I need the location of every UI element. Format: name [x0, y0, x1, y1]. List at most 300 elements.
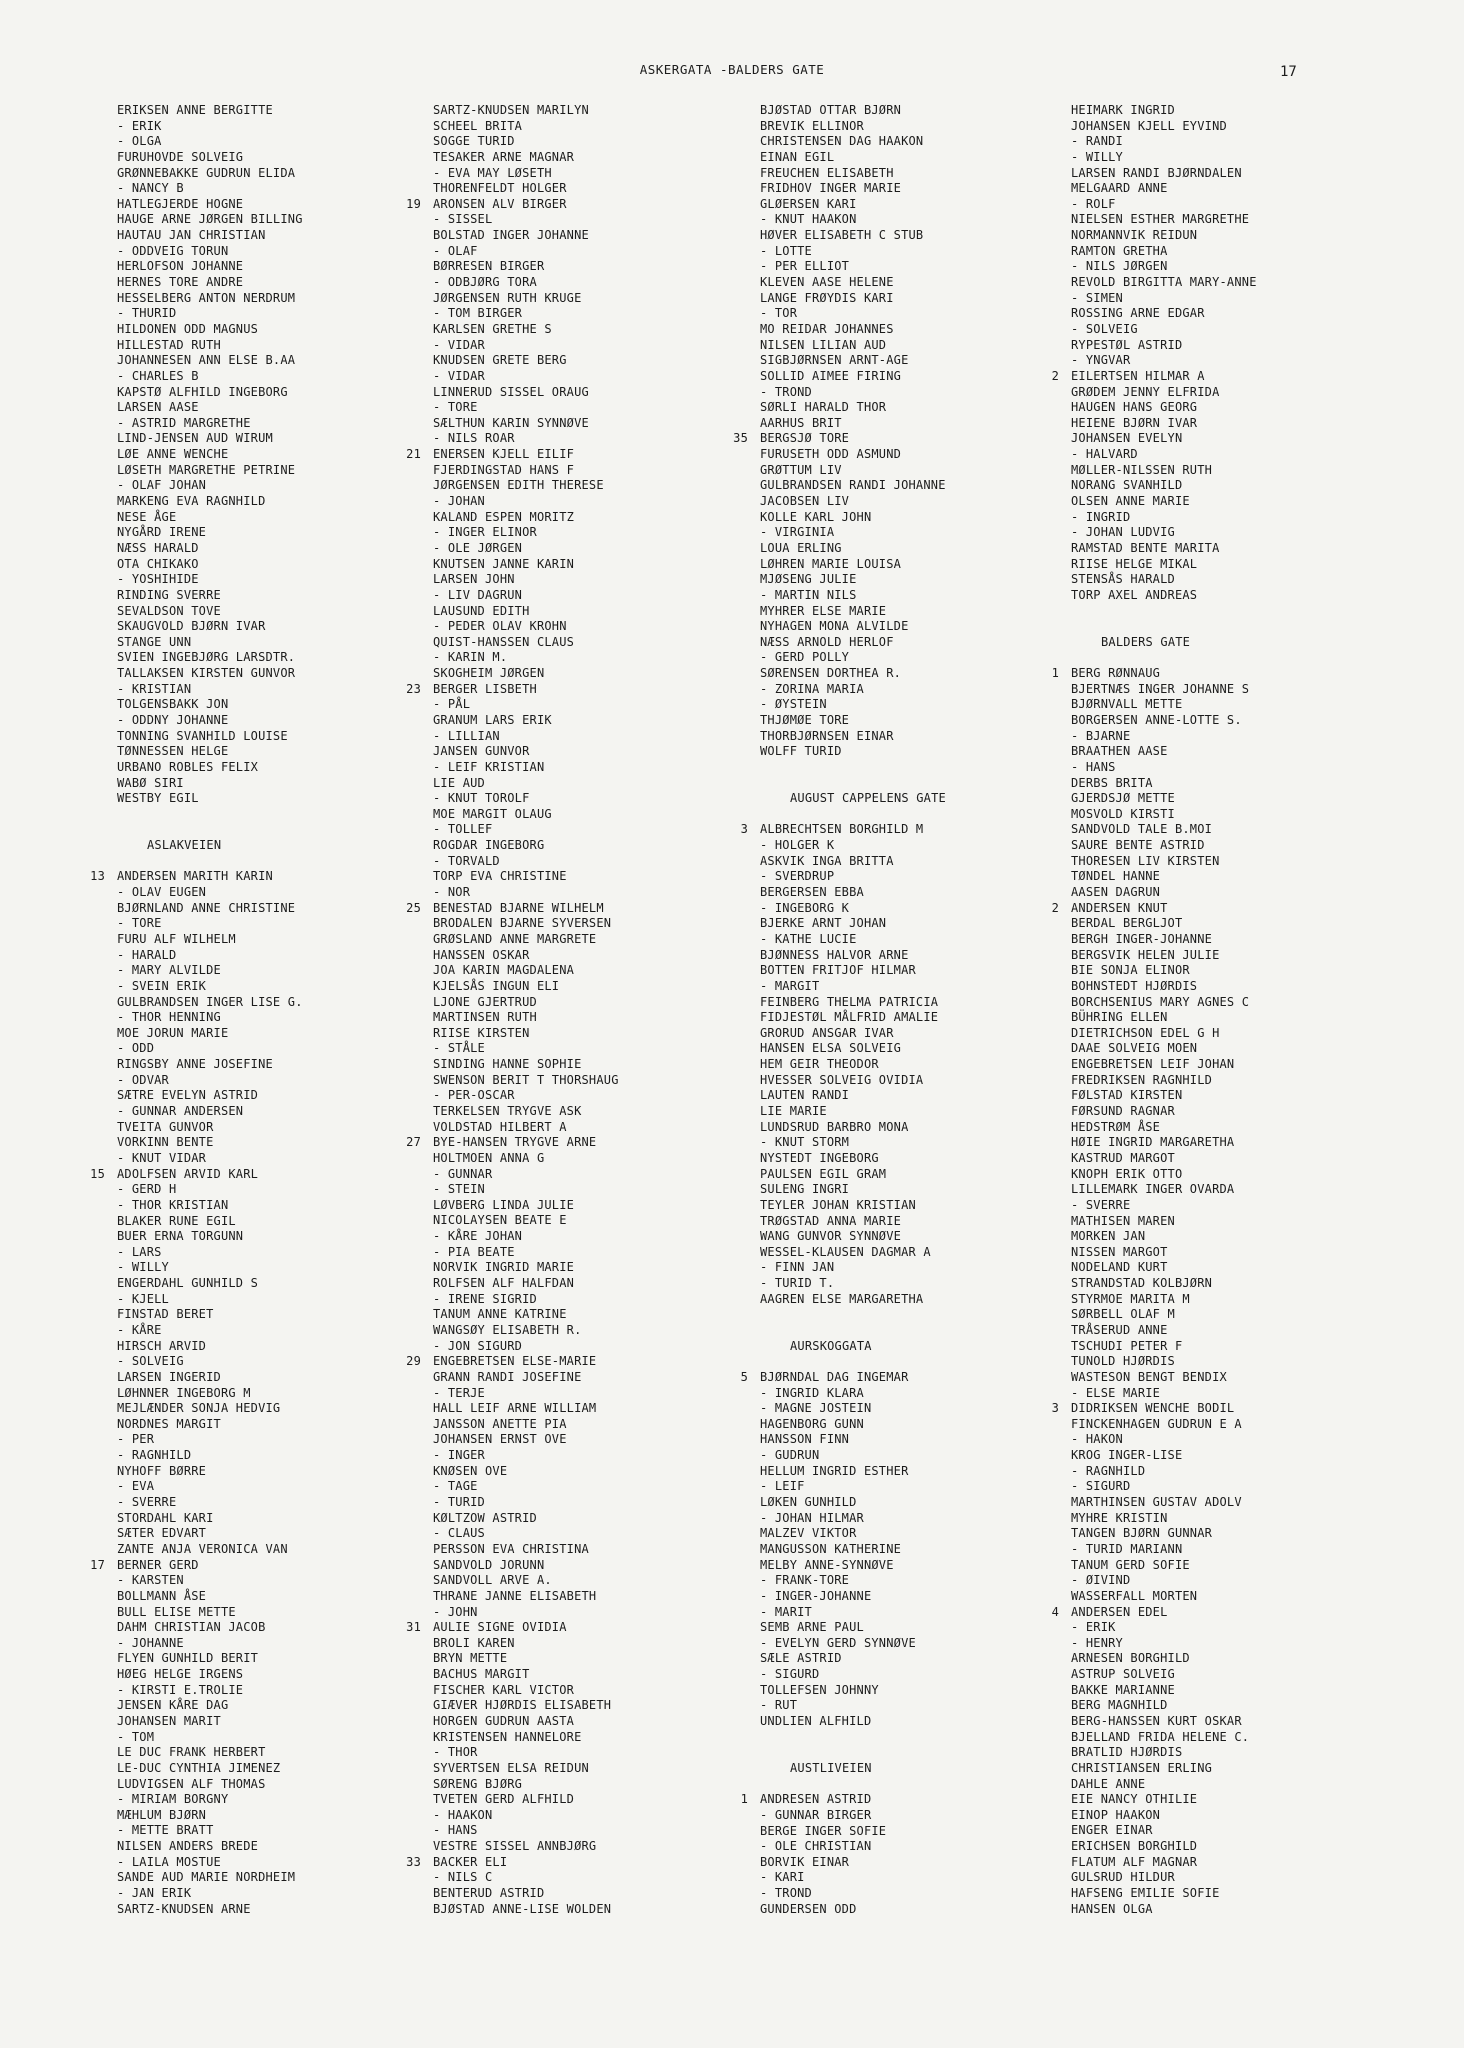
house-number: 29 [406, 1354, 421, 1369]
resident-entry [1071, 1307, 1406, 1323]
resident-name: TERKELSEN TRYGVE ASK [433, 1104, 582, 1118]
resident-entry [433, 1073, 768, 1089]
resident-entry [433, 979, 768, 995]
resident-entry [433, 134, 768, 150]
resident-entry [760, 212, 1095, 228]
resident-entry [1071, 478, 1406, 494]
resident-name: HATLEGJERDE HOGNE [117, 196, 244, 211]
resident-name: LARSEN INGERID [117, 1369, 221, 1384]
resident-name: - JOHAN HILMAR [760, 1510, 864, 1525]
resident-entry [433, 1057, 768, 1073]
resident-entry [760, 1902, 1095, 1918]
resident-entry [117, 1479, 452, 1495]
resident-entry [760, 854, 1095, 870]
resident-name: - RUT [760, 1698, 798, 1713]
resident-entry [1071, 1698, 1406, 1714]
resident-name: BOLSTAD INGER JOHANNE [433, 228, 589, 243]
resident-entry [1071, 1354, 1406, 1370]
resident-name: - RAGNHILD [117, 1448, 192, 1463]
resident-name: QUIST-HANSSEN CLAUS [433, 634, 575, 649]
resident-name: KOLLE KARL JOHN [760, 509, 872, 524]
resident-name: BRATLID HJØRDIS [1071, 1745, 1183, 1760]
house-number: 15 [90, 1166, 105, 1181]
resident-entry [760, 838, 1095, 854]
resident-entry [760, 228, 1095, 244]
directory-column-2 [406, 103, 768, 1917]
resident-name: VORKINN BENTE [117, 1135, 214, 1150]
resident-entry [760, 1041, 1095, 1057]
resident-name: SKOGHEIM JØRGEN [433, 666, 545, 681]
resident-entry [760, 103, 1095, 119]
resident-name: BLAKER RUNE EGIL [117, 1213, 236, 1228]
resident-entry [117, 885, 452, 901]
resident-entry [760, 572, 1095, 588]
resident-name: HØEG HELGE IRGENS [117, 1667, 244, 1682]
resident-entry [117, 1808, 452, 1824]
resident-name: SANDVOLD JORUNN [433, 1557, 545, 1572]
resident-name: THJØMØE TORE [760, 712, 850, 727]
resident-entry [760, 635, 1095, 651]
resident-entry [760, 197, 1095, 213]
resident-entry [760, 353, 1095, 369]
resident-name: HELLUM INGRID ESTHER [760, 1463, 909, 1478]
resident-entry [433, 119, 768, 135]
house-number: 27 [406, 1135, 421, 1150]
resident-entry [1071, 541, 1406, 557]
resident-entry [1071, 1057, 1406, 1073]
resident-name: - THOR KRISTIAN [117, 1197, 229, 1212]
resident-entry [117, 572, 452, 588]
resident-entry [433, 322, 768, 338]
resident-name: BÜHRING ELLEN [1071, 1010, 1168, 1025]
resident-entry [1071, 1542, 1406, 1558]
resident-entry [1051, 368, 1406, 385]
resident-name: JOHANNESEN ANN ELSE B.AA [117, 353, 296, 368]
resident-name: DERBS BRITA [1071, 775, 1153, 790]
resident-name: STANGE UNN [117, 634, 192, 649]
resident-name: BJØNNESS HALVOR ARNE [760, 947, 909, 962]
resident-name: - INGER ELINOR [433, 525, 537, 540]
resident-name: - TOM BIRGER [433, 306, 523, 321]
resident-name: - HAKON [1071, 1432, 1123, 1447]
resident-name: BYE-HANSEN TRYGVE ARNE [433, 1135, 597, 1150]
resident-name: - ODDNY JOHANNE [117, 712, 229, 727]
resident-entry [1071, 212, 1406, 228]
resident-name: MATHISEN MAREN [1071, 1213, 1175, 1228]
resident-name: - WILLY [117, 1260, 169, 1275]
resident-name: - NILS ROAR [433, 431, 515, 446]
resident-entry [117, 1245, 452, 1261]
resident-entry [406, 900, 768, 917]
resident-name: GRØSLAND ANNE MARGRETE [433, 931, 597, 946]
resident-entry [406, 447, 768, 463]
resident-name: LØE ANNE WENCHE [117, 447, 229, 462]
resident-name: AARHUS BRIT [760, 415, 842, 430]
resident-entry [433, 1104, 768, 1120]
resident-name: - KARSTEN [117, 1573, 184, 1588]
resident-entry [433, 1558, 768, 1574]
resident-name: BORVIK EINAR [760, 1854, 850, 1869]
resident-name: JOHANSEN ERNST OVE [433, 1432, 567, 1447]
resident-entry [760, 1432, 1095, 1448]
resident-name: ARONSEN ALV BIRGER [433, 196, 567, 211]
resident-name: - INGER-JOHANNE [760, 1588, 872, 1603]
resident-entry [433, 510, 768, 526]
resident-name: DIDRIKSEN WENCHE BODIL [1071, 1401, 1235, 1416]
resident-name: - MARY ALVILDE [117, 963, 221, 978]
resident-name: PERSSON EVA CHRISTINA [433, 1541, 589, 1556]
resident-name: SÆTRE EVELYN ASTRID [117, 1088, 259, 1103]
resident-entry [117, 650, 452, 666]
resident-entry [433, 1213, 768, 1229]
resident-name: HORGEN GUDRUN AASTA [433, 1713, 575, 1728]
resident-name: HEM GEIR THEODOR [760, 1057, 879, 1072]
resident-entry [433, 995, 768, 1011]
resident-entry [117, 1495, 452, 1511]
resident-name: - ROLF [1071, 196, 1116, 211]
house-number: 2 [1051, 368, 1059, 383]
resident-name: MEJLÆNDER SONJA HEDVIG [117, 1401, 281, 1416]
directory-column-4 [1051, 103, 1406, 1917]
resident-name: - INGEBORG K [760, 900, 850, 915]
resident-name: BERGERSEN EBBA [760, 885, 864, 900]
resident-entry [1071, 869, 1406, 885]
resident-name: BJØSTAD ANNE-LISE WOLDEN [433, 1901, 612, 1916]
resident-name: HEDSTRØM ÅSE [1071, 1119, 1161, 1134]
resident-name: - KATHE LUCIE [760, 931, 857, 946]
resident-entry [433, 244, 768, 260]
resident-name: NORMANNVIK REIDUN [1071, 228, 1198, 243]
resident-name: DAHLE ANNE [1071, 1776, 1146, 1791]
resident-name: BACKER ELI [433, 1854, 508, 1869]
resident-entry [117, 1464, 452, 1480]
resident-name: - KIRSTI E.TROLIE [117, 1682, 244, 1697]
resident-name: TOLLEFSEN JOHNNY [760, 1682, 879, 1697]
resident-name: - JOHANNE [117, 1635, 184, 1650]
resident-entry [117, 1104, 452, 1120]
resident-entry [433, 1495, 768, 1511]
resident-name: - SIGURD [760, 1667, 820, 1682]
resident-entry [433, 228, 768, 244]
resident-name: BERGSVIK HELEN JULIE [1071, 947, 1220, 962]
resident-name: - SVERRE [117, 1495, 177, 1510]
resident-name: ERICHSEN BORGHILD [1071, 1839, 1198, 1854]
resident-name: LØSETH MARGRETHE PETRINE [117, 462, 296, 477]
resident-entry [760, 604, 1095, 620]
resident-entry [1071, 1479, 1406, 1495]
resident-name: STYRMOE MARITA M [1071, 1291, 1190, 1306]
resident-name: - HOLGER K [760, 838, 835, 853]
spacer [1071, 650, 1406, 666]
resident-entry [117, 1605, 452, 1621]
resident-name: LIE AUD [433, 775, 485, 790]
resident-entry [433, 776, 768, 792]
resident-name: - PEDER OLAV KROHN [433, 619, 567, 634]
street-heading: BALDERS GATE [1101, 634, 1191, 649]
resident-name: - PER-OSCAR [433, 1088, 515, 1103]
resident-entry [1071, 1010, 1406, 1026]
resident-entry [433, 1808, 768, 1824]
resident-name: GRANUM LARS ERIK [433, 712, 552, 727]
resident-entry [433, 635, 768, 651]
resident-name: MÆHLUM BJØRN [117, 1807, 207, 1822]
resident-entry [1071, 1464, 1406, 1480]
resident-name: JOHANSEN MARIT [117, 1714, 221, 1728]
resident-entry [117, 1151, 452, 1167]
resident-entry [433, 1777, 768, 1793]
resident-entry [760, 416, 1095, 432]
resident-name: KØLTZOW ASTRID [433, 1510, 537, 1525]
resident-name: HESSELBERG ANTON NERDRUM [117, 290, 296, 305]
resident-name: LARSEN AASE [117, 400, 199, 415]
resident-name: TØNDEL HANNE [1071, 869, 1161, 884]
resident-entry [433, 150, 768, 166]
resident-name: - JON SIGURD [433, 1338, 523, 1353]
resident-name: NÆSS ARNOLD HERLOF [760, 634, 894, 649]
resident-name: - THOR [433, 1745, 478, 1760]
resident-name: - NOR [433, 885, 471, 900]
resident-entry [760, 447, 1095, 463]
resident-name: GULBRANDSEN RANDI JOHANNE [760, 478, 946, 493]
resident-entry [1071, 447, 1406, 463]
resident-name: - YNGVAR [1071, 353, 1131, 368]
resident-entry [1071, 1323, 1406, 1339]
resident-entry [117, 666, 452, 682]
resident-entry [433, 1589, 768, 1605]
resident-entry [1071, 838, 1406, 854]
resident-name: SWENSON BERIT T THORSHAUG [433, 1072, 619, 1087]
resident-name: HVESSER SOLVEIG OVIDIA [760, 1072, 924, 1087]
resident-entry [433, 525, 768, 541]
resident-name: JANSEN GUNVOR [433, 744, 530, 759]
resident-name: FEINBERG THELMA PATRICIA [760, 994, 939, 1009]
resident-name: - KÅRE [117, 1322, 162, 1337]
resident-entry [760, 1464, 1095, 1480]
resident-entry [1071, 1511, 1406, 1527]
resident-entry [1071, 1558, 1406, 1574]
resident-name: MOE MARGIT OLAUG [433, 806, 552, 821]
resident-entry [760, 744, 1095, 760]
street-heading: AUSTLIVEIEN [790, 1760, 872, 1775]
resident-entry [117, 1698, 452, 1714]
resident-entry [433, 385, 768, 401]
resident-name: ENGER EINAR [1071, 1823, 1153, 1838]
resident-name: OTA CHIKAKO [117, 556, 199, 571]
resident-name: WESSEL-KLAUSEN DAGMAR A [760, 1244, 931, 1259]
resident-name: - VIDAR [433, 368, 485, 383]
resident-entry [433, 650, 768, 666]
resident-name: ERIKSEN ANNE BERGITTE [117, 103, 273, 117]
resident-name: - TOLLEF [433, 822, 493, 837]
resident-entry [433, 1636, 768, 1652]
resident-name: BRAATHEN AASE [1071, 744, 1168, 759]
resident-name: - HENRY [1071, 1635, 1123, 1650]
resident-name: ROGDAR INGEBORG [433, 838, 545, 853]
resident-entry [433, 1417, 768, 1433]
resident-entry [760, 557, 1095, 573]
resident-entry [760, 1886, 1095, 1902]
resident-entry [433, 369, 768, 385]
resident-entry [1071, 1151, 1406, 1167]
resident-name: - LAILA MOSTUE [117, 1854, 221, 1869]
resident-entry [1071, 525, 1406, 541]
resident-entry [1071, 166, 1406, 182]
resident-entry [1071, 588, 1406, 604]
spacer [1071, 604, 1406, 635]
resident-name: TRÅSERUD ANNE [1071, 1322, 1168, 1337]
resident-entry [117, 541, 452, 557]
page-header: ASKERGATA -BALDERS GATE [639, 62, 825, 77]
resident-name: ROSSING ARNE EDGAR [1071, 306, 1205, 321]
resident-entry [1071, 1214, 1406, 1230]
resident-entry [433, 181, 768, 197]
resident-entry [117, 995, 452, 1011]
resident-entry [117, 416, 452, 432]
resident-name: HIRSCH ARVID [117, 1338, 207, 1353]
resident-name: KNUTSEN JANNE KARIN [433, 556, 575, 571]
resident-name: - CHARLES B [117, 368, 199, 383]
resident-name: JOA KARIN MAGDALENA [433, 963, 575, 978]
resident-name: FIDJESTØL MÅLFRID AMALIE [760, 1010, 939, 1025]
resident-name: - GERD POLLY [760, 650, 850, 665]
resident-name: LIE MARIE [760, 1104, 827, 1119]
resident-name: - OLE JØRGEN [433, 540, 523, 555]
resident-name: AASEN DAGRUN [1071, 885, 1161, 900]
resident-entry [433, 1088, 768, 1104]
resident-entry [433, 1151, 768, 1167]
resident-entry [740, 822, 1095, 838]
resident-entry [1071, 1808, 1406, 1824]
resident-name: LØHNNER INGEBORG M [117, 1385, 251, 1400]
resident-entry [433, 1370, 768, 1386]
resident-entry [117, 259, 452, 275]
resident-entry [433, 1386, 768, 1402]
resident-entry [760, 1651, 1095, 1667]
resident-name: - ODDVEIG TORUN [117, 243, 229, 258]
resident-entry [760, 948, 1095, 964]
resident-name: NICOLAYSEN BEATE E [433, 1213, 567, 1228]
house-number: 17 [90, 1557, 105, 1572]
resident-entry [117, 400, 452, 416]
resident-entry [760, 322, 1095, 338]
resident-entry [1071, 150, 1406, 166]
resident-entry [117, 1229, 452, 1245]
resident-entry [406, 681, 768, 698]
resident-entry [433, 1260, 768, 1276]
resident-name: - KRISTIAN [117, 681, 192, 696]
resident-entry [1071, 1104, 1406, 1120]
resident-name: ALBRECHTSEN BORGHILD M [760, 822, 924, 837]
resident-name: STORDAHL KARI [117, 1510, 214, 1525]
resident-name: BJERKE ARNT JOHAN [760, 916, 887, 931]
resident-entry [433, 431, 768, 447]
resident-entry [1071, 1135, 1406, 1151]
resident-entry [1051, 1401, 1406, 1417]
resident-entry [117, 744, 452, 760]
resident-name: NISSEN MARGOT [1071, 1244, 1168, 1259]
resident-name: GRØNNEBAKKE GUDRUN ELIDA [117, 165, 296, 180]
resident-entry [433, 1245, 768, 1261]
resident-entry [433, 807, 768, 823]
resident-name: FJERDINGSTAD HANS F [433, 462, 575, 477]
resident-entry [433, 494, 768, 510]
resident-name: BIE SONJA ELINOR [1071, 963, 1190, 978]
resident-entry [1071, 134, 1406, 150]
resident-entry [117, 1526, 452, 1542]
resident-name: - LOTTE [760, 243, 812, 258]
resident-entry [1071, 1417, 1406, 1433]
resident-entry [760, 119, 1095, 135]
resident-entry [90, 869, 452, 885]
resident-name: FØLSTAD KIRSTEN [1071, 1088, 1183, 1103]
resident-name: - JOHN [433, 1604, 478, 1619]
resident-entry [433, 259, 768, 275]
resident-entry [1071, 557, 1406, 573]
house-number: 1 [1051, 666, 1059, 681]
resident-entry [1071, 932, 1406, 948]
resident-entry [1071, 995, 1406, 1011]
resident-entry [1071, 1198, 1406, 1214]
resident-name: - HALVARD [1071, 447, 1138, 462]
resident-name: AAGREN ELSE MARGARETHA [760, 1291, 924, 1306]
resident-name: - PER ELLIOT [760, 259, 850, 274]
resident-entry [433, 588, 768, 604]
resident-entry [1071, 791, 1406, 807]
resident-name: - GUNNAR [433, 1166, 493, 1181]
resident-name: ENERSEN KJELL EILIF [433, 447, 575, 462]
resident-name: HAUTAU JAN CHRISTIAN [117, 228, 266, 243]
resident-name: TØNNESSEN HELGE [117, 744, 229, 759]
resident-name: - ODVAR [117, 1072, 169, 1087]
resident-entry [433, 1292, 768, 1308]
resident-entry [433, 1870, 768, 1886]
resident-name: BAKKE MARIANNE [1071, 1682, 1175, 1697]
resident-name: SARTZ-KNUDSEN ARNE [117, 1901, 251, 1916]
resident-name: - NILS JØRGEN [1071, 259, 1168, 274]
resident-entry [117, 244, 452, 260]
resident-entry [1071, 729, 1406, 745]
resident-entry [433, 791, 768, 807]
resident-name: LUDVIGSEN ALF THOMAS [117, 1776, 266, 1791]
resident-name: SVIEN INGEBJØRG LARSDTR. [117, 650, 296, 665]
resident-entry [117, 1651, 452, 1667]
resident-name: - KJELL [117, 1291, 169, 1306]
resident-name: STENSÅS HARALD [1071, 572, 1175, 587]
resident-entry [760, 1026, 1095, 1042]
resident-name: BERG RØNNAUG [1071, 666, 1161, 681]
resident-name: - JAN ERIK [117, 1886, 192, 1901]
resident-name: LØHREN MARIE LOUISA [760, 556, 902, 571]
resident-name: TUNOLD HJØRDIS [1071, 1354, 1175, 1369]
resident-name: HEIENE BJØRN IVAR [1071, 415, 1198, 430]
resident-entry [1071, 1073, 1406, 1089]
resident-name: LE-DUC CYNTHIA JIMENEZ [117, 1760, 281, 1775]
resident-name: - OLE CHRISTIAN [760, 1839, 872, 1854]
resident-name: NILSEN ANDERS BREDE [117, 1839, 259, 1854]
resident-name: TVETEN GERD ALFHILD [433, 1792, 575, 1807]
resident-name: SØRBELL OLAF M [1071, 1307, 1175, 1322]
resident-entry [117, 1417, 452, 1433]
resident-entry [117, 1542, 452, 1558]
spacer [760, 1307, 1095, 1338]
resident-name: CHRISTIANSEN ERLING [1071, 1760, 1213, 1775]
resident-name: ROLFSEN ALF HALFDAN [433, 1276, 575, 1291]
resident-name: - KNUT VIDAR [117, 1150, 207, 1165]
resident-name: WESTBY EGIL [117, 791, 199, 806]
resident-name: NYSTEDT INGEBORG [760, 1150, 879, 1165]
resident-entry [433, 572, 768, 588]
resident-name: - ODBJØRG TORA [433, 275, 537, 290]
